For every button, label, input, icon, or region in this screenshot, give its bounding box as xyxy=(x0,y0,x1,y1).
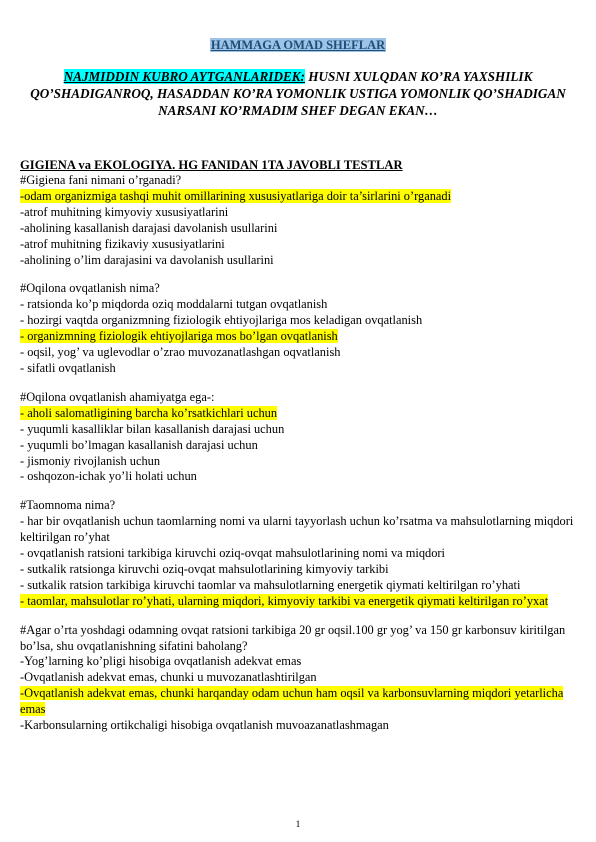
answer-option xyxy=(20,221,576,237)
answer-text: -atrof muhitning fizikaviy xususiyatlarini xyxy=(20,236,225,251)
answer-text: - oshqozon-ichak yo’li holati uchun xyxy=(20,469,197,484)
answer-text: -Yog’larning ko’pligi hisobiga ovqatlanish adekvat emas xyxy=(20,654,302,669)
answer-text: - ratsionda ko’p miqdorda oziq moddalarni tutgan ovqatlanish xyxy=(20,297,328,312)
question-text: #Oqilona ovqatlanish nima? xyxy=(20,281,160,296)
page-number: 1 xyxy=(295,820,301,830)
answer-text: - har bir ovqatlanish uchun taomlarning nomi va ularni tayyorlash uchun ko’rsatma va mahsulotlarning miqdori keltirilgan ro’yhat xyxy=(20,514,574,545)
answer-option xyxy=(20,422,576,438)
answer-option xyxy=(20,654,576,670)
section-title: GIGIENA va EKOLOGIYA. HG FANIDAN 1TA JAVOBLI TESTLAR xyxy=(20,158,403,172)
answer-option xyxy=(20,253,576,269)
question-block xyxy=(20,390,576,485)
answer-option xyxy=(20,205,576,221)
question-block xyxy=(20,498,576,609)
answer-text: - oqsil, yog’ va uglevodlar o’zrao muvozanatlashgan oqvatlanish xyxy=(20,345,341,360)
answer-option xyxy=(20,514,576,546)
answer-text: -Ovqatlanish adekvat emas, chunki u muvozanatlashtirilgan xyxy=(20,670,317,685)
page-header xyxy=(20,36,576,54)
answer-text: - sifatli ovqatlanish xyxy=(20,360,116,375)
answer-text: -aholining kasallanish darajasi davolanish usullarini xyxy=(20,220,278,235)
motto-text: HUSNI XULQDAN KO’RA YAXSHILIK QO’SHADIGANROQ, HASADDAN KO’RA YOMONLIK USTIGA YOMONLIK QO’SHADIGAN NARSANI KO’RMADIM SHEF DEGAN EKAN… xyxy=(30,69,566,118)
answer-text: - organizmning fiziologik ehtiyojlariga mos bo’lgan ovqatlanish xyxy=(20,329,338,344)
answer-option xyxy=(20,469,576,485)
answer-option xyxy=(20,670,576,686)
answer-text: -odam organizmiga tashqi muhit omillarining xususiyatlariga doir ta’sirlarini o’rganadi xyxy=(20,188,452,203)
answer-text: -atrof muhitning kimyoviy xususiyatlarini xyxy=(20,204,229,219)
question-block xyxy=(20,173,576,268)
question-list xyxy=(20,173,576,734)
question-block xyxy=(20,623,576,734)
answer-option xyxy=(20,578,576,594)
answer-text: - sutkalik ratsion tarkibiga kiruvchi taomlar va mahsulotlarning energetik qiymati keltirilgan ro’yhati xyxy=(20,577,521,592)
answer-text: - ovqatlanish ratsioni tarkibiga kiruvchi oziq-ovqat mahsulotlarining nomi va miqdori xyxy=(20,546,445,561)
answer-text: - yuqumli kasalliklar bilan kasallanish darajasi uchun xyxy=(20,421,285,436)
answer-option xyxy=(20,562,576,578)
answer-text: -Ovqatlanish adekvat emas, chunki harqanday odam uchun ham oqsil va karbonsuvlarning miqdori yetarlicha emas xyxy=(20,686,564,717)
answer-option-correct xyxy=(20,686,576,718)
answer-option-correct xyxy=(20,329,576,345)
answer-text: - taomlar, mahsulotlar ro’yhati, ularning miqdori, kimyoviy tarkibi va energetik qiymati keltirilgan ro’yxat xyxy=(20,593,549,608)
answer-text: - jismoniy rivojlanish uchun xyxy=(20,453,161,468)
answer-text: -Karbonsularning ortikchaligi hisobiga ovqatlanish muvoazanatlashmagan xyxy=(20,718,389,733)
answer-text: - aholi salomatligining barcha ko’rsatkichlari uchun xyxy=(20,405,278,420)
header-title: HAMMAGA OMAD SHEFLAR xyxy=(210,38,386,52)
answer-option xyxy=(20,718,576,734)
answer-text: -aholining o’lim darajasini va davolanish usullarini xyxy=(20,252,274,267)
answer-option xyxy=(20,297,576,313)
answer-option xyxy=(20,546,576,562)
answer-option xyxy=(20,438,576,454)
question-text: #Agar o’rta yoshdagi odamning ovqat ratsioni tarkibiga 20 gr oqsil.100 gr yog’ va 150 gr karbonsuv kiritilgan bo’lsa, shu ovqatlanishning sifatini baholang? xyxy=(20,622,566,653)
answer-option-correct xyxy=(20,406,576,422)
question-text: #Oqilona ovqatlanish ahamiyatga ega-: xyxy=(20,389,215,404)
question-block xyxy=(20,281,576,376)
answer-option xyxy=(20,345,576,361)
answer-text: - sutkalik ratsionga kiruvchi oziq-ovqat mahsulotlarining kimyoviy tarkibi xyxy=(20,561,389,576)
answer-text: - hozirgi vaqtda organizmning fiziologik ehtiyojlariga mos keladigan ovqatlanish xyxy=(20,313,423,328)
answer-option xyxy=(20,313,576,329)
question-text: #Gigiena fani nimani o’rganadi? xyxy=(20,173,182,187)
answer-option xyxy=(20,361,576,377)
question-text: #Taomnoma nima? xyxy=(20,498,116,513)
motto-lead: NAJMIDDIN KUBRO AYTGANLARIDEK: xyxy=(63,69,305,84)
answer-option xyxy=(20,454,576,470)
answer-option-correct xyxy=(20,594,576,610)
answer-option xyxy=(20,237,576,253)
motto-quote xyxy=(20,68,576,119)
answer-text: - yuqumli bo’lmagan kasallanish darajasi uchun xyxy=(20,437,258,452)
answer-option-correct xyxy=(20,189,576,205)
